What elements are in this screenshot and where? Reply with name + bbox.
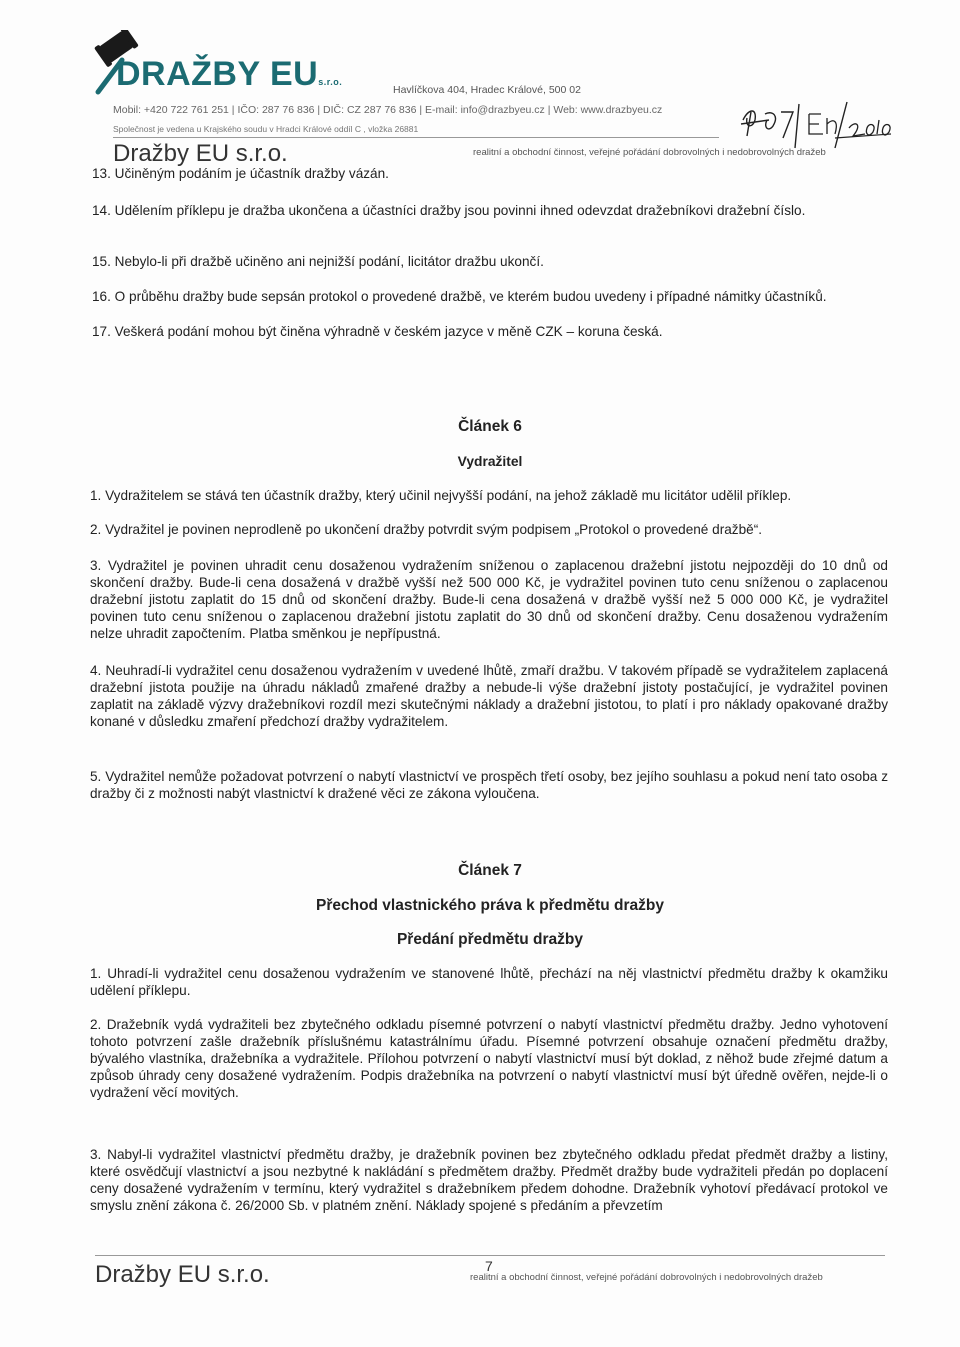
article-6-paragraph-5: 5. Vydražitel nemůže požadovat potvrzení o nabytí vlastnictví ve prospěch třetí osoby, bez jejího souhlasu a pokud není tato osoba z dražby či z možnosti nabýt vlastnictví k dražené věci ze zákona vyloučena.: [90, 769, 888, 801]
list-item: 14. Udělením příklepu je dražba ukončena a účastníci dražby jsou povinni ihned odevzdat dražebníkovi dražební číslo.: [92, 203, 806, 218]
footer-tagline: realitní a obchodní činnost, veřejné pořádání dobrovolných i nedobrovolných dražeb: [470, 1272, 823, 1283]
logo-suffix: s.r.o.: [318, 77, 343, 87]
article-6-paragraph-1: 1. Vydražitelem se stává ten účastník dražby, který učinil nejvyšší podání, na jehož základě mu licitátor udělil příklep.: [90, 488, 792, 503]
page-number: 7: [485, 1258, 493, 1274]
article-7-subtitle: Přechod vlastnického práva k předmětu dražby: [315, 897, 664, 914]
company-registry: Společnost je vedena u Krajského soudu v Hradci Králové oddíl C , vložka 26881: [113, 124, 419, 134]
list-item: 13. Učiněným podáním je účastník dražby vázán.: [92, 166, 389, 181]
list-item: 15. Nebylo-li při dražbě učiněno ani nejnižší podání, licitátor dražbu ukončí.: [92, 254, 544, 269]
article-6-paragraph-3: 3. Vydražitel je povinen uhradit cenu dosaženou vydražením sníženou o zaplacenou dražební jistotu nejpozději do 10 dnů od skončení dražby. Bude-li cena dosažená v dražbě vyšší než 500 000 Kč, je vydražitel povinen tuto cenu sníženou o zaplacenou dražební jistotu zaplatit do 15 dnů od skončení dražby. Bude-li cena dosažená v dražbě vyšší než 5 000 000 Kč, je vydražitel povinen tuto cenu sníženou o zaplacenou dražební jistotu zaplatit do 30 dnů od skončení dražby. Cenu dosaženou vydražením nelze uhradit započtením. Platba směnkou je nepřípustná.: [90, 558, 888, 641]
article-7-paragraph-3: 3. Nabyl-li vydražitel vlastnictví předmětu dražby, je dražebník povinen bez zbytečného odkladu předat předmět dražby a listiny, které osvědčují vlastnictví a jsou nezbytné k nakládání s předmětem dražby. Předmět dražby bude vydražiteli předán po doplacení ceny dosažené vydražením v termínu, který vydražitel s dražebníkem předem dohodne. Dražebník vyhotoví předávací protokol ve smyslu znění zákona č. 26/2000 Sb. v platném znění. Náklady spojené s předáním a převzetím: [90, 1147, 888, 1213]
header-brand: Dražby EU s.r.o.: [113, 140, 288, 167]
article-6-title: Článek 6: [458, 418, 522, 435]
article-7-paragraph-1: 1. Uhradí-li vydražitel cenu dosaženou vydražením ve stanovené lhůtě, přechází na něj vlastnictví předmětu dražby k okamžiku udělení příklepu.: [90, 966, 888, 998]
article-6-subtitle: Vydražitel: [457, 454, 523, 469]
header-tagline: realitní a obchodní činnost, veřejné pořádání dobrovolných i nedobrovolných dražeb: [473, 147, 826, 158]
article-7-title: Článek 7: [458, 862, 522, 879]
list-item: 16. O průběhu dražby bude sepsán protokol o provedené dražbě, ve kterém budou uvedeny i případné námitky účastníků.: [92, 289, 827, 304]
footer-brand: Dražby EU s.r.o.: [95, 1261, 270, 1288]
article-7-subsubtitle: Předání předmětu dražby: [396, 931, 584, 948]
article-7-paragraph-2: 2. Dražebník vydá vydražiteli bez zbytečného odkladu písemné potvrzení o nabytí vlastnictví předmětu dražby. Jedno vyhotovení tohoto potvrzení zašle dražebník příslušnému katastrálnímu úřadu. Písemné potvrzení obsahuje označení předmětu dražby, bývalého vlastníka, dražebníka a vydražitele. Přílohou potvrzení o nabytí vlastnictví musí být doklad, z něhož bude zřejmé datum a způsob úhrady ceny dosažené vydražením. Podpis dražebníka na potvrzení o nabytí vlastnictví musí být úředně ověřen, nejde-li o vydražení věcí movitých.: [90, 1017, 888, 1100]
company-address: Havlíčkova 404, Hradec Králové, 500 02: [393, 84, 581, 96]
footer-divider: [95, 1255, 885, 1256]
article-6-paragraph-2: 2. Vydražitel je povinen neprodleně po ukončení dražby potvrdit svým podpisem „Protokol o provedené dražbě“.: [90, 522, 763, 537]
company-logo: [116, 55, 342, 94]
handwritten-reference-mark: [735, 98, 895, 150]
list-item: 17. Veškerá podání mohou být činěna výhradně v českém jazyce v měně CZK – koruna česká.: [92, 324, 663, 339]
article-6-paragraph-4: 4. Neuhradí-li vydražitel cenu dosaženou vydražením v uvedené lhůtě, zmaří dražbu. V takovém případě se vydražitelem zaplacená dražební jistota použije na úhradu nákladů zmařené dražby a nebude-li výše dražební jistoty postačující, je vydražitel povinen zaplatit na základě výzvy dražebníkovi rozdíl mezi skutečnými náklady a dražební jistotou, to platí i pro náklady opakované dražby konané v důsledku zmaření předchozí dražby vydražitelem.: [90, 663, 888, 729]
header-divider: [113, 137, 719, 138]
logo-text: DRAŽBY EU: [116, 55, 319, 93]
company-contacts: Mobil: +420 722 761 251 | IČO: 287 76 836 | DIČ: CZ 287 76 836 | E-mail: info@drazbyeu.cz | Web: www.drazbyeu.cz: [113, 104, 663, 116]
